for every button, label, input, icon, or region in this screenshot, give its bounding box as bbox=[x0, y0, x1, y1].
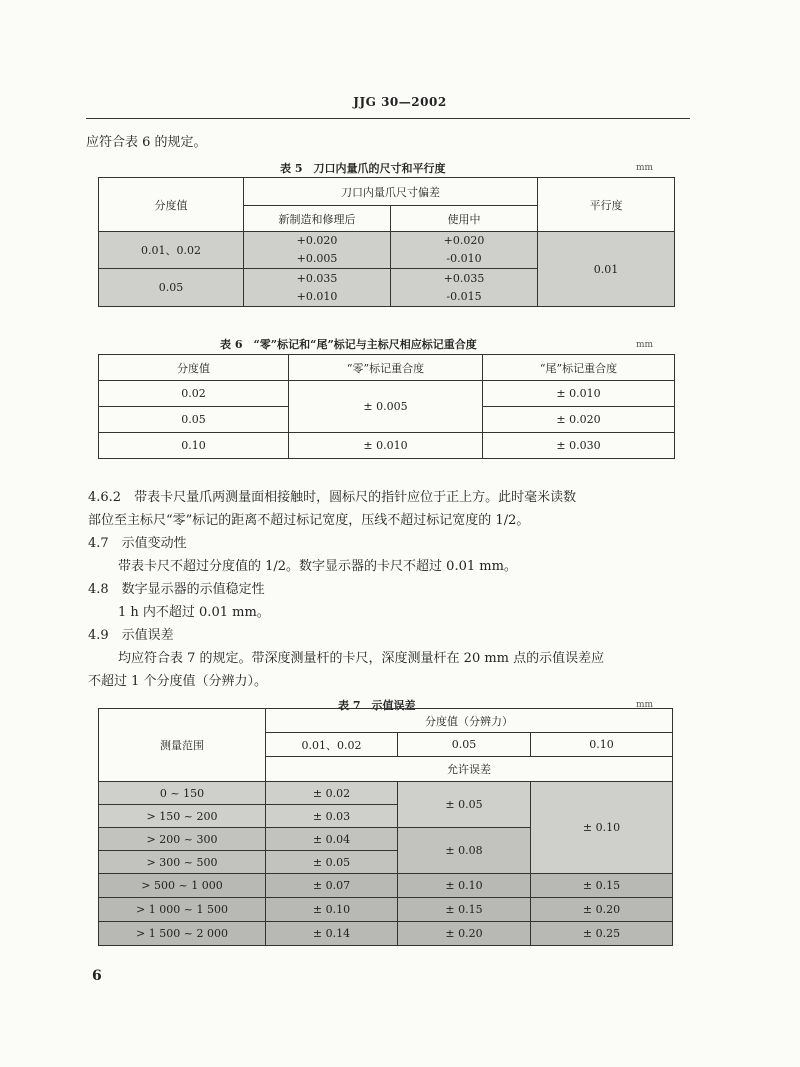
table5-cell-parallelism: 0.01 bbox=[538, 232, 675, 307]
table6-cell-division: 0.10 bbox=[99, 433, 289, 459]
table7-cell-range: > 200 ~ 300 bbox=[99, 828, 266, 851]
table7-cell-col1: ± 0.10 bbox=[266, 898, 398, 922]
table7-cell-col3: ± 0.25 bbox=[531, 922, 673, 946]
table7-cell-col2: ± 0.15 bbox=[398, 898, 531, 922]
table6-cell-tail: ± 0.010 bbox=[483, 381, 675, 407]
table5-header-deviation: 刀口内量爪尺寸偏差 bbox=[244, 178, 538, 206]
table5-header-in-use: 使用中 bbox=[391, 206, 538, 232]
table7-cell-range: > 500 ~ 1 000 bbox=[99, 874, 266, 898]
table5-caption: 表 5 刀口内量爪的尺寸和平行度 bbox=[280, 162, 446, 175]
table5 bbox=[98, 177, 675, 307]
clause-4-9-text-line2: 不超过 1 个分度值（分辨力）。 bbox=[88, 674, 268, 689]
table5-cell-in-use: +0.035 -0.015 bbox=[391, 269, 538, 307]
page-number: 6 bbox=[92, 968, 102, 984]
table6-cell-division: 0.05 bbox=[99, 407, 289, 433]
header-rule bbox=[86, 118, 690, 119]
table6-header-zero: “零”标记重合度 bbox=[289, 355, 483, 381]
table6-cell-tail: ± 0.030 bbox=[483, 433, 675, 459]
clause-4-8-text: 1 h 内不超过 0.01 mm。 bbox=[118, 605, 270, 620]
table5-header-division: 分度值 bbox=[99, 178, 244, 232]
table5-cell-new: +0.035 +0.010 bbox=[244, 269, 391, 307]
table7-header-division: 分度值（分辨力） bbox=[266, 709, 673, 733]
table5-unit: mm bbox=[636, 163, 654, 173]
table5-header-parallelism: 平行度 bbox=[538, 178, 675, 232]
table5-cell-in-use: +0.020 -0.010 bbox=[391, 232, 538, 269]
table5-header-new: 新制造和修理后 bbox=[244, 206, 391, 232]
table7-header-col2: 0.05 bbox=[398, 733, 531, 757]
table6-unit: mm bbox=[636, 340, 654, 350]
table6-cell-zero: ± 0.010 bbox=[289, 433, 483, 459]
table7-cell-col2: ± 0.10 bbox=[398, 874, 531, 898]
table7-cell-range: > 1 000 ~ 1 500 bbox=[99, 898, 266, 922]
table7-caption: 表 7 示值误差 bbox=[338, 699, 416, 712]
table7-cell-range: > 300 ~ 500 bbox=[99, 851, 266, 874]
clause-4-7-heading: 4.7 示值变动性 bbox=[88, 536, 187, 551]
table7-cell-col2: ± 0.20 bbox=[398, 922, 531, 946]
table7-cell-range: > 150 ~ 200 bbox=[99, 805, 266, 828]
table7-header-col3: 0.10 bbox=[531, 733, 673, 757]
table7-header-col1: 0.01、0.02 bbox=[266, 733, 398, 757]
table6 bbox=[98, 354, 675, 459]
table6-header-tail: “尾”标记重合度 bbox=[483, 355, 675, 381]
table7-cell-col3: ± 0.20 bbox=[531, 898, 673, 922]
table6-cell-tail: ± 0.020 bbox=[483, 407, 675, 433]
table7-cell-col2: ± 0.08 bbox=[398, 828, 531, 874]
table7-unit: mm bbox=[636, 700, 654, 710]
intro-text: 应符合表 6 的规定。 bbox=[86, 135, 207, 150]
table6-cell-division: 0.02 bbox=[99, 381, 289, 407]
table7-cell-range: > 1 500 ~ 2 000 bbox=[99, 922, 266, 946]
table7-cell-col1: ± 0.03 bbox=[266, 805, 398, 828]
table5-cell-division: 0.01、0.02 bbox=[99, 232, 244, 269]
table7-cell-col1: ± 0.14 bbox=[266, 922, 398, 946]
table7-cell-range: 0 ~ 150 bbox=[99, 782, 266, 805]
clause-4-6-2-line2: 部位至主标尺“零”标记的距离不超过标记宽度，压线不超过标记宽度的 1/2。 bbox=[88, 513, 530, 528]
clause-4-9-heading: 4.9 示值误差 bbox=[88, 628, 174, 643]
table7-header-range: 测量范围 bbox=[99, 709, 266, 782]
table7-cell-col2: ± 0.05 bbox=[398, 782, 531, 828]
table7-header-allowed-error: 允许误差 bbox=[266, 757, 673, 782]
table7-cell-col1: ± 0.02 bbox=[266, 782, 398, 805]
table7-cell-col1: ± 0.04 bbox=[266, 828, 398, 851]
running-header: JJG 30—2002 bbox=[353, 95, 447, 109]
table6-caption: 表 6 “零”标记和“尾”标记与主标尺相应标记重合度 bbox=[220, 338, 477, 351]
table7-cell-col1: ± 0.07 bbox=[266, 874, 398, 898]
table6-cell-zero: ± 0.005 bbox=[289, 381, 483, 433]
table5-cell-division: 0.05 bbox=[99, 269, 244, 307]
clause-4-8-heading: 4.8 数字显示器的示值稳定性 bbox=[88, 582, 265, 597]
clause-4-6-2-line1: 4.6.2 带表卡尺量爪两测量面相接触时，圆标尺的指针应位于正上方。此时毫米读数 bbox=[88, 490, 577, 505]
table7-cell-col3: ± 0.10 bbox=[531, 782, 673, 874]
table7-cell-col3: ± 0.15 bbox=[531, 874, 673, 898]
table7 bbox=[98, 708, 673, 946]
clause-4-9-text-line1: 均应符合表 7 的规定。带深度测量杆的卡尺，深度测量杆在 20 mm 点的示值误差应 bbox=[118, 651, 605, 666]
table7-cell-col1: ± 0.05 bbox=[266, 851, 398, 874]
table5-cell-new: +0.020 +0.005 bbox=[244, 232, 391, 269]
table6-header-division: 分度值 bbox=[99, 355, 289, 381]
clause-4-7-text: 带表卡尺不超过分度值的 1/2。数字显示器的卡尺不超过 0.01 mm。 bbox=[118, 559, 517, 574]
